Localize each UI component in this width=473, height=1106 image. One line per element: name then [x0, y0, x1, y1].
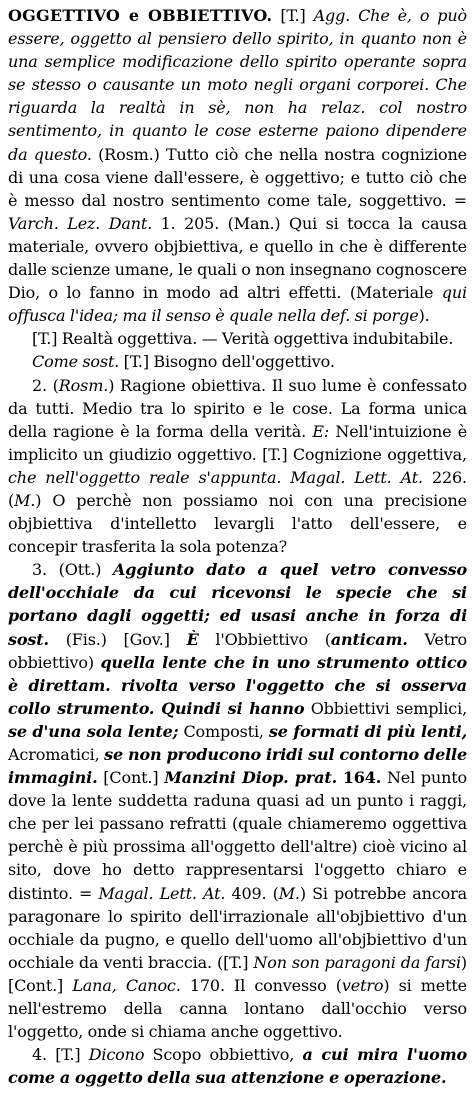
example-text: [T.] Realtà oggettiva. — Verità oggettiva indubitabile.	[32, 329, 454, 349]
citation-number: 409. (	[231, 883, 279, 903]
example-text: Vetro obbiettivo)	[8, 629, 468, 672]
usage-label: Dicono	[88, 1045, 145, 1065]
source-tag: (Fis.) [Gov.]	[65, 629, 170, 649]
usage-label: Come sost.	[32, 352, 120, 372]
citation: Manzini Diop. prat.	[164, 768, 338, 788]
definition-text: a cui mira l'uomo come a oggetto della sua attenzione e operazione.	[8, 1045, 468, 1088]
source-tag: [T.]	[280, 6, 306, 25]
definition-text: Aggiunto dato a quel vetro convesso dell'occhiale da cui ricevonsi le specie che si portano dagli oggetti; ed usasi anche in forza di sost.	[8, 560, 467, 649]
citation: Lana, Canoc.	[72, 975, 181, 995]
citation: (Rosm.)	[98, 144, 160, 164]
subentry-realta	[8, 327, 467, 350]
example-text: ) O perchè non possiamo noi con una precisione objbiettiva d'intelletto levargli l'atto dell'essere, e concepir trasferita la sola potenza?	[8, 490, 467, 557]
example-text: l'Obbiettivo (	[215, 629, 331, 649]
definition-text: se d'una sola lente;	[8, 721, 179, 741]
example-text: Obbiettivi semplici,	[310, 698, 468, 718]
citation-number: 164.	[342, 768, 382, 788]
citation: Varch. Lez. Dant.	[8, 213, 153, 233]
sense-number: 2. (	[32, 375, 59, 395]
example-text: Nell'intuizione è implicito un giudizio oggettivo. [T.] Cognizione oggettiva,	[8, 421, 468, 464]
abbreviation: E:	[312, 421, 330, 441]
editorial-note: qui offusca l'idea; ma il senso è quale nella def. si porge	[8, 283, 467, 326]
definition-text: se formati di più lenti,	[268, 721, 468, 741]
punctuation: ).	[418, 306, 430, 326]
sense-4	[8, 1043, 467, 1089]
definition-text: se non producono iridi sul contorno delle immagini.	[8, 745, 468, 788]
example-text: Nel punto dove la lente suddetta raduna quasi ad un punto i raggi, che per lei passano refratti (quale chiameremo oggettiva perchè è più prossima all'oggetto dell'altre) cioè vicino al sito, dove ho detto rappresentarsi l'oggetto chiaro e distinto. =	[8, 768, 468, 903]
example-text: Tutto ciò che nella nostra cognizione di una cosa viene dall'essere, è oggettivo; e tutto ciò che è messo dal nostro sentimento come tale, soggettivo. =	[8, 144, 467, 210]
sense-3	[8, 558, 467, 1043]
definition-text: Agg. Che è, o può essere, oggetto al pensiero dello spirito, in quanto non è una semplice modificazione dello spirito operante sopra se stesso o causante un moto negli organi corporei. Che riguarda la realtà in sè, non ha relaz. col nostro sentimento, in quanto le cose esterne paiono dipendere da questo.	[8, 6, 467, 164]
citation: Magal. Lett. At.	[98, 883, 226, 903]
sense-number: 3. (Ott.)	[32, 560, 102, 580]
citation: che nell'oggetto reale s'appunta. Magal. Lett. At.	[8, 467, 423, 487]
citation: M.	[14, 490, 36, 510]
editorial-note: Non son paragoni da farsi	[253, 952, 461, 972]
example-text: ) Ragione obiettiva. Il suo lume è confessato da tutti. Medio tra lo spirito e le cose. La forma unica della ragione è la forma della verità.	[8, 375, 467, 441]
source-tag: ) [Cont.]	[8, 952, 468, 995]
abbreviation: anticam.	[330, 629, 408, 649]
example-text: Composti,	[183, 721, 264, 741]
citation: M.	[278, 883, 300, 903]
example-text: Scopo obbiettivo,	[152, 1045, 295, 1065]
citation: Rosm.	[58, 375, 109, 395]
emphasis: vetro	[341, 975, 384, 995]
entry-headword: OGGETTIVO e OBBIETTIVO.	[8, 6, 273, 25]
definition-text: quella lente che in uno strumento ottico è direttam. rivolta verso l'oggetto che si osserva collo strumento. Quindi si hanno	[8, 652, 468, 718]
example-text: ) si mette nell'estremo della canna lontano dall'occhio verso l'oggetto, onde si chiama anche oggettivo.	[8, 975, 468, 1042]
sense-2	[8, 374, 467, 559]
example-text: Acromatici,	[8, 745, 100, 764]
subentry-sost	[8, 350, 467, 373]
example-text: 170. Il convesso (	[189, 975, 342, 995]
sense-number: 4. [T.]	[32, 1045, 81, 1065]
example-text: ) Si potrebbe ancora paragonare lo spirito dell'irrazionale all'objbiettivo d'un occhiale da pugno, e quello dell'uomo all'objbiettivo d'un occhiale da venti braccia. ([T.]	[8, 883, 468, 972]
source-tag: [Cont.]	[103, 768, 159, 788]
example-text: [T.] Bisogno dell'oggettivo.	[123, 352, 335, 372]
citation-number: 226. (	[8, 467, 467, 510]
example-text: 1. 205. (Man.) Qui si tocca la causa materiale, ovvero objbiettiva, e quello in che è differente dalle scienze umane, le quali o non insegnano cognoscere Dio, o lo fanno in modo ad altri effetti. (Materiale	[8, 213, 468, 303]
emphasis: È	[186, 629, 199, 649]
entry-definition	[8, 4, 467, 327]
